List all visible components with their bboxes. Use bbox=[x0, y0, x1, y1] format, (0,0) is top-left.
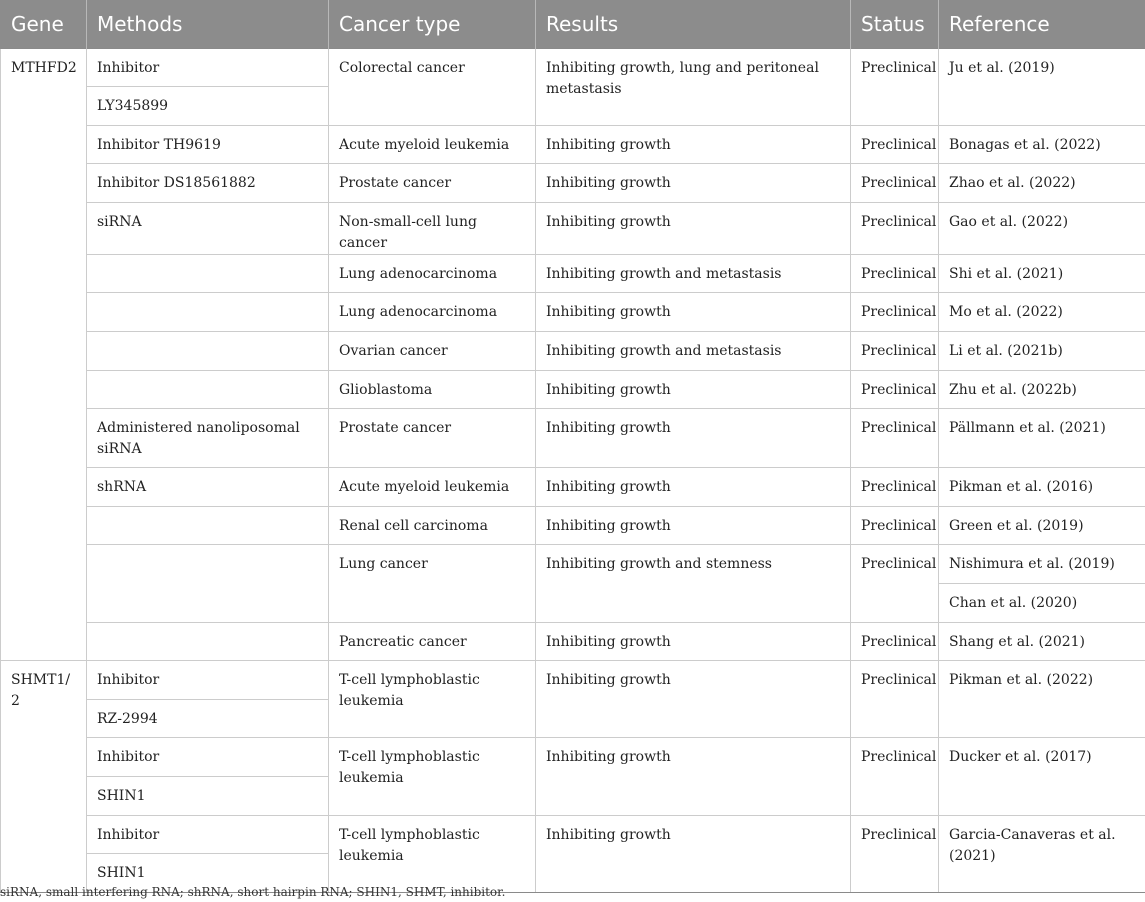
gene-cell: SHMT1/ 2 bbox=[1, 661, 87, 893]
status-cell: Preclinical bbox=[851, 202, 939, 254]
reference-cell: Zhu et al. (2022b) bbox=[939, 370, 1145, 409]
cancer-type-cell: Pancreatic cancer bbox=[329, 622, 536, 661]
header-row bbox=[1, 0, 1145, 48]
reference-cell: Zhao et al. (2022) bbox=[939, 164, 1145, 203]
cancer-type-cell: Ovarian cancer bbox=[329, 332, 536, 371]
result-cell: Inhibiting growth bbox=[536, 202, 851, 254]
table-row bbox=[1, 468, 1145, 507]
status-cell: Preclinical bbox=[851, 254, 939, 293]
reference-cell: Shi et al. (2021) bbox=[939, 254, 1145, 293]
table-row bbox=[1, 409, 1145, 468]
method-cell bbox=[87, 506, 329, 545]
reference-cell: Ducker et al. (2017) bbox=[939, 738, 1145, 815]
reference-cell: Mo et al. (2022) bbox=[939, 293, 1145, 332]
method-cell: Inhibitor bbox=[87, 738, 329, 777]
table-row bbox=[1, 815, 1145, 854]
table-row bbox=[1, 738, 1145, 777]
result-cell: Inhibiting growth and metastasis bbox=[536, 254, 851, 293]
header-gene: Gene bbox=[1, 0, 87, 48]
reference-cell: Garcia-Canaveras et al. (2021) bbox=[939, 815, 1145, 892]
reference-cell: Pikman et al. (2016) bbox=[939, 468, 1145, 507]
table-row bbox=[1, 202, 1145, 254]
result-cell: Inhibiting growth bbox=[536, 468, 851, 507]
cancer-type-cell: Lung adenocarcinoma bbox=[329, 293, 536, 332]
cancer-type-cell: T-cell lymphoblastic leukemia bbox=[329, 738, 536, 815]
reference-cell: Gao et al. (2022) bbox=[939, 202, 1145, 254]
method-cell: SHIN1 bbox=[87, 777, 329, 816]
status-cell: Preclinical bbox=[851, 622, 939, 661]
header-methods: Methods bbox=[87, 0, 329, 48]
method-cell bbox=[87, 332, 329, 371]
header-status: Status bbox=[851, 0, 939, 48]
table-row bbox=[1, 370, 1145, 409]
status-cell: Preclinical bbox=[851, 506, 939, 545]
result-cell: Inhibiting growth bbox=[536, 370, 851, 409]
reference-cell: Ju et al. (2019) bbox=[939, 48, 1145, 125]
cancer-type-cell: Glioblastoma bbox=[329, 370, 536, 409]
result-cell: Inhibiting growth bbox=[536, 815, 851, 892]
reference-cell: Li et al. (2021b) bbox=[939, 332, 1145, 371]
cancer-type-cell: Acute myeloid leukemia bbox=[329, 468, 536, 507]
status-cell: Preclinical bbox=[851, 468, 939, 507]
method-cell: shRNA bbox=[87, 468, 329, 507]
method-cell: LY345899 bbox=[87, 87, 329, 126]
status-cell: Preclinical bbox=[851, 293, 939, 332]
reference-cell: Bonagas et al. (2022) bbox=[939, 125, 1145, 164]
status-cell: Preclinical bbox=[851, 738, 939, 815]
cancer-type-cell: Acute myeloid leukemia bbox=[329, 125, 536, 164]
result-cell: Inhibiting growth bbox=[536, 506, 851, 545]
cancer-type-cell: Prostate cancer bbox=[329, 164, 536, 203]
status-cell: Preclinical bbox=[851, 815, 939, 892]
status-cell: Preclinical bbox=[851, 661, 939, 738]
table-footnote: siRNA, small interfering RNA; shRNA, short hairpin RNA; SHIN1, SHMT, inhibitor. bbox=[0, 885, 506, 899]
header-cancer-type: Cancer type bbox=[329, 0, 536, 48]
status-cell: Preclinical bbox=[851, 164, 939, 203]
reference-cell: Pikman et al. (2022) bbox=[939, 661, 1145, 738]
result-cell: Inhibiting growth bbox=[536, 125, 851, 164]
method-cell bbox=[87, 254, 329, 293]
status-cell: Preclinical bbox=[851, 370, 939, 409]
cancer-type-cell: Lung adenocarcinoma bbox=[329, 254, 536, 293]
reference-cell: Shang et al. (2021) bbox=[939, 622, 1145, 661]
table-row bbox=[1, 254, 1145, 293]
method-cell: Inhibitor bbox=[87, 48, 329, 87]
method-cell: Inhibitor TH9619 bbox=[87, 125, 329, 164]
result-cell: Inhibiting growth and stemness bbox=[536, 545, 851, 622]
result-cell: Inhibiting growth bbox=[536, 164, 851, 203]
cancer-type-cell: Renal cell carcinoma bbox=[329, 506, 536, 545]
table-row bbox=[1, 506, 1145, 545]
result-cell: Inhibiting growth bbox=[536, 293, 851, 332]
status-cell: Preclinical bbox=[851, 545, 939, 622]
table-row bbox=[1, 661, 1145, 700]
reference-cell: Chan et al. (2020) bbox=[939, 584, 1145, 623]
reference-cell: Green et al. (2019) bbox=[939, 506, 1145, 545]
table-row bbox=[1, 125, 1145, 164]
result-cell: Inhibiting growth bbox=[536, 409, 851, 468]
cancer-type-cell: Lung cancer bbox=[329, 545, 536, 622]
method-cell bbox=[87, 622, 329, 661]
method-cell: SHIN1 bbox=[87, 854, 329, 893]
result-cell: Inhibiting growth, lung and peritoneal metastasis bbox=[536, 48, 851, 125]
result-cell: Inhibiting growth bbox=[536, 661, 851, 738]
cancer-type-cell: Colorectal cancer bbox=[329, 48, 536, 125]
cancer-type-cell: Non-small-cell lung cancer bbox=[329, 202, 536, 254]
table-row bbox=[1, 622, 1145, 661]
method-cell bbox=[87, 370, 329, 409]
status-cell: Preclinical bbox=[851, 409, 939, 468]
header-reference: Reference bbox=[939, 0, 1145, 48]
table-row bbox=[1, 332, 1145, 371]
method-cell: Inhibitor bbox=[87, 661, 329, 700]
method-cell: Inhibitor bbox=[87, 815, 329, 854]
table-row bbox=[1, 293, 1145, 332]
status-cell: Preclinical bbox=[851, 48, 939, 125]
table-row bbox=[1, 48, 1145, 87]
status-cell: Preclinical bbox=[851, 332, 939, 371]
result-cell: Inhibiting growth bbox=[536, 738, 851, 815]
cancer-type-cell: Prostate cancer bbox=[329, 409, 536, 468]
method-cell bbox=[87, 293, 329, 332]
method-cell: RZ-2994 bbox=[87, 699, 329, 738]
reference-cell: Pällmann et al. (2021) bbox=[939, 409, 1145, 468]
method-cell: Inhibitor DS18561882 bbox=[87, 164, 329, 203]
method-cell: Administered nanoliposomal siRNA bbox=[87, 409, 329, 468]
cancer-type-cell: T-cell lymphoblastic leukemia bbox=[329, 815, 536, 892]
gene-cell: MTHFD2 bbox=[1, 48, 87, 661]
table-row bbox=[1, 545, 1145, 584]
result-cell: Inhibiting growth bbox=[536, 622, 851, 661]
header-results: Results bbox=[536, 0, 851, 48]
status-cell: Preclinical bbox=[851, 125, 939, 164]
method-cell bbox=[87, 545, 329, 622]
result-cell: Inhibiting growth and metastasis bbox=[536, 332, 851, 371]
reference-cell: Nishimura et al. (2019) bbox=[939, 545, 1145, 584]
table-row bbox=[1, 164, 1145, 203]
cancer-type-cell: T-cell lymphoblastic leukemia bbox=[329, 661, 536, 738]
method-cell: siRNA bbox=[87, 202, 329, 254]
